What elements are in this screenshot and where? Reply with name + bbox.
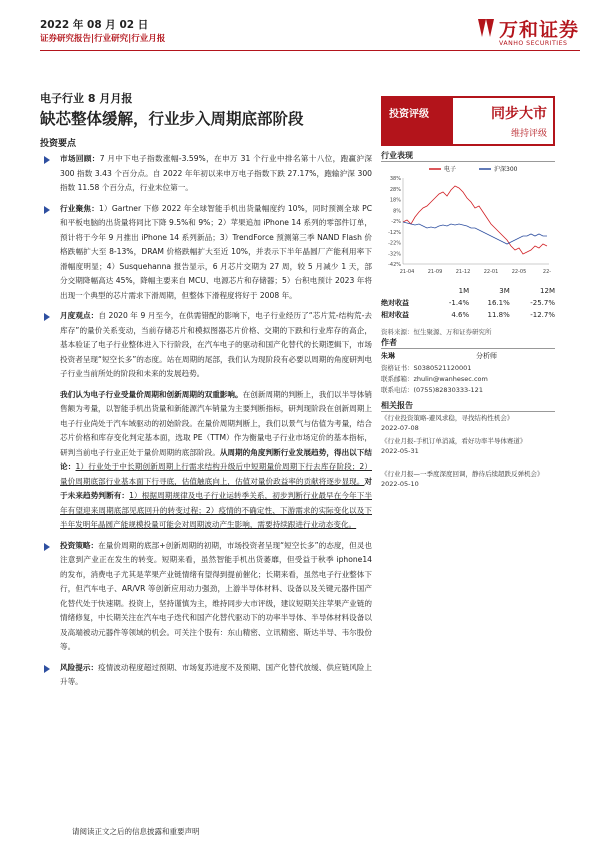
- y-tick-label: 28%: [389, 186, 401, 193]
- header-divider: [40, 50, 580, 51]
- report-subtitle: 电子行业 8 月月报: [40, 92, 133, 105]
- y-tick-label: -2%: [391, 219, 401, 225]
- rating-value: 同步大市: [491, 106, 547, 122]
- x-tick-label: 21-12: [455, 269, 471, 275]
- point-monthly-view: 月度观点：自 2020 年 9 月至今，在供需错配的影响下，电子行业经历了“芯片荒-结构荒-去库存”的量价关系变动，当前存储芯片和模拟图器芯片价格、交期的下跌和行业库存的高企，基本验证了电子行业整体进入下行阶段，在汽车电子的驱动和国产化替代的长期逻辑下，市场投资者呈现“短空长多”的态度。站在周期的尾部，我们认为现阶段有必要以周期的角度研判电子行业当前所处的阶段和未来的发展趋势。: [40, 309, 372, 382]
- rating-sub: 维持评级: [510, 129, 547, 139]
- author-divider: [381, 348, 555, 349]
- y-tick-label: -12%: [388, 229, 401, 236]
- point-risk: 风险提示：疫情波动程度超过预期、市场复苏进度不及预期、国产化替代放缓、供应链风险上升等。: [40, 661, 372, 690]
- author-cert: 资格证书：S0380521120001: [381, 364, 472, 372]
- report-title: 缺芯整体缓解，行业步入周期底部阶段: [40, 110, 304, 128]
- related-divider: [381, 411, 555, 412]
- legend-hs300: 沪深300: [494, 166, 518, 173]
- point-industry-focus: 行业聚焦：1）Gartner 下修 2022 年全球智能手机出货量幅度约 10%，同时预测全球 PC 和平板电脑的出货量将同比下降 9.5%和 9%；2）苹果追加 iPhone 14 系列的零部件订单，预计将于今年 9 月推出 iPhone 14 系列新品；3）TrendForce 预测第三季 NAND Flash 价格跌幅扩大至 8-13%，DRAM 价格跌幅扩大至近 10%，并表示下半年晶圆厂产能利用率下滑幅度明显；4）Susquehanna 报告显示，6 月芯片交期为 27 周，较 5 月减少 1 天，部分交期降幅高达 45%，降幅主要来自 MCU、电源芯片和存储器；5）台积电预计 2023 年将出现一个典型的芯片需求下滑周期，但整体下滑程度将好于 2008 年。: [40, 202, 372, 304]
- legend-electronics: 电子: [444, 166, 457, 173]
- bullet-icon: [44, 313, 50, 321]
- performance-chart: [381, 162, 555, 282]
- y-tick-label: 38%: [389, 176, 401, 182]
- author-phone: 联系电话：(0755)82830333-121: [381, 386, 483, 394]
- series-hs300-line: [403, 222, 547, 244]
- x-tick-label: 22-05: [511, 269, 527, 275]
- y-axis-ticks: [388, 176, 401, 268]
- logo-mark-icon: [476, 17, 496, 39]
- company-logo: [476, 13, 580, 55]
- report-categories: 证券研究报告|行业研究|行业月报: [40, 34, 166, 44]
- y-tick-label: 18%: [389, 197, 401, 204]
- y-tick-label: 8%: [393, 208, 401, 215]
- related-report-item[interactable]: 《行业月报—一季度深度回调，静待后续超跌反弹机会》 2022-05-10: [381, 470, 544, 488]
- logo-text-cn: 万和证券: [499, 19, 580, 41]
- author-email[interactable]: 联系邮箱：zhulin@wanhesec.com: [381, 375, 488, 383]
- y-tick-label: -22%: [388, 240, 401, 247]
- col-3m: 3M: [499, 287, 510, 295]
- author-name: 朱琳 分析师: [381, 352, 497, 360]
- x-tick-label: 21-09: [427, 269, 443, 275]
- table-row: 相对收益 4.6% 11.8% -12.7%: [381, 311, 555, 319]
- author-heading: 作者: [381, 338, 397, 347]
- related-report-item[interactable]: 《行业投资策略-避风求稳，寻找结构性机会》 2022-07-08: [381, 414, 514, 432]
- series-electronics-line: [403, 186, 547, 254]
- bullet-icon: [44, 206, 50, 214]
- bullet-icon: [44, 156, 50, 164]
- performance-source: 资料来源：恒生聚源、万和证券研究所: [381, 328, 492, 336]
- rating-label: 投资评级: [389, 109, 429, 120]
- bullet-icon: [44, 665, 50, 673]
- bullet-icon: [44, 543, 50, 551]
- logo-text-en: VANHO SECURITIES: [499, 40, 568, 47]
- related-report-item[interactable]: 《行业月报-手机订单消减，看好功率半导体赛道》 2022-05-31: [381, 437, 527, 455]
- related-heading: 相关报告: [381, 401, 413, 410]
- x-axis-ticks: [400, 269, 552, 275]
- point-market-review: 市场回顾：7 月中下电子指数涨幅-3.59%，在申万 31 个行业中排名第十八位，跑赢沪深 300 指数 3.43 个百分点。自 2022 年年初以来申万电子指数下跌 27.17%，跑输沪深 300 指数 11.58 个百分点，行业未位第一。: [40, 152, 372, 196]
- col-12m: 12M: [540, 287, 555, 295]
- x-tick-label: 22-: [542, 269, 552, 275]
- rating-box: [381, 96, 555, 146]
- point-investment-strategy: 投资策略：在量价周期的底部+创新周期的初期，市场投资者呈现“短空长多”的态度，但灵也注意到产业正在发生的转变。短期来看，虽然智能手机出货萎靡，但受益于秋季 iphone14 的发布，消费电子尤其是苹果产业链情绪有望得到提前催化；长期来看，虽然电子行业整体下行，但汽车电子、AR/VR 等创新应用动力强劲，上游半导体材料、设备以及关键元器件国产化替代处于快速期。投资上，坚持谨慎为主，维持同步大市评级，建议短期关注苹果产业链的情绪修复，中长期关注在汽车电子迭代和国产化替代驱动下的功率半导体、半导体材料设备以及高端被动元器件等领域的机会。可关注个股有：东山精密、立讯精密、斯达半导、韦尔股份等。: [40, 539, 372, 655]
- performance-heading: 行业表现: [381, 151, 413, 160]
- cycle-paragraph: 我们认为电子行业受量价周期和创新周期的双重影响。在创新周期的判断上，我们以半导体销售额为考量，以智能手机出货量和新能源汽车销量为主要判断指标，研判现阶段在创新周期上电子行业尚处于汽车域驱动的初始阶段。在量价周期判断上，我们以景气与估值为考量，结合芯片价格和库存变化判定基本面，选取 PE（TTM）作为衡量电子行业市场定价的基本指标，研判当前电子行业正处于量价周期的底部阶段。从周期的角度判断行业发展趋势，得出以下结论：1）行业处于中长期创新周期上行需求结构升级后中短期量价周期下行去库存阶段；2）量价周期底部行业基本面下行寻底，估值触底向上，估值对量价政益率的贡献将逐步显现。对于未来趋势判断有：1）根据周期规律及电子行业运转季关系，初步判断行业最早在今年下半年有望迎来周期底部见底回升的转变过程；2）疫情的不确定性、下游需求的实际变化以及下半年发明年晶圆产能规模投量可能会对周期波动产生影响，需要持续跟进行业动态变化。: [60, 389, 373, 529]
- col-1m: 1M: [458, 287, 470, 295]
- chart-legend: [429, 165, 518, 173]
- report-date: 2022 年 08 月 02 日: [40, 19, 149, 31]
- x-tick-label: 22-01: [483, 269, 499, 275]
- summary-heading: 投资要点: [40, 139, 77, 149]
- main-content: [40, 152, 372, 696]
- performance-table: [381, 287, 555, 321]
- disclaimer-footer: 请阅读正文之后的信息披露和重要声明: [72, 827, 200, 836]
- table-row: 绝对收益 -1.4% 16.1% -25.7%: [381, 299, 555, 307]
- y-tick-label: -32%: [388, 251, 401, 258]
- x-tick-label: 21-04: [399, 269, 415, 275]
- y-tick-label: -42%: [388, 262, 401, 268]
